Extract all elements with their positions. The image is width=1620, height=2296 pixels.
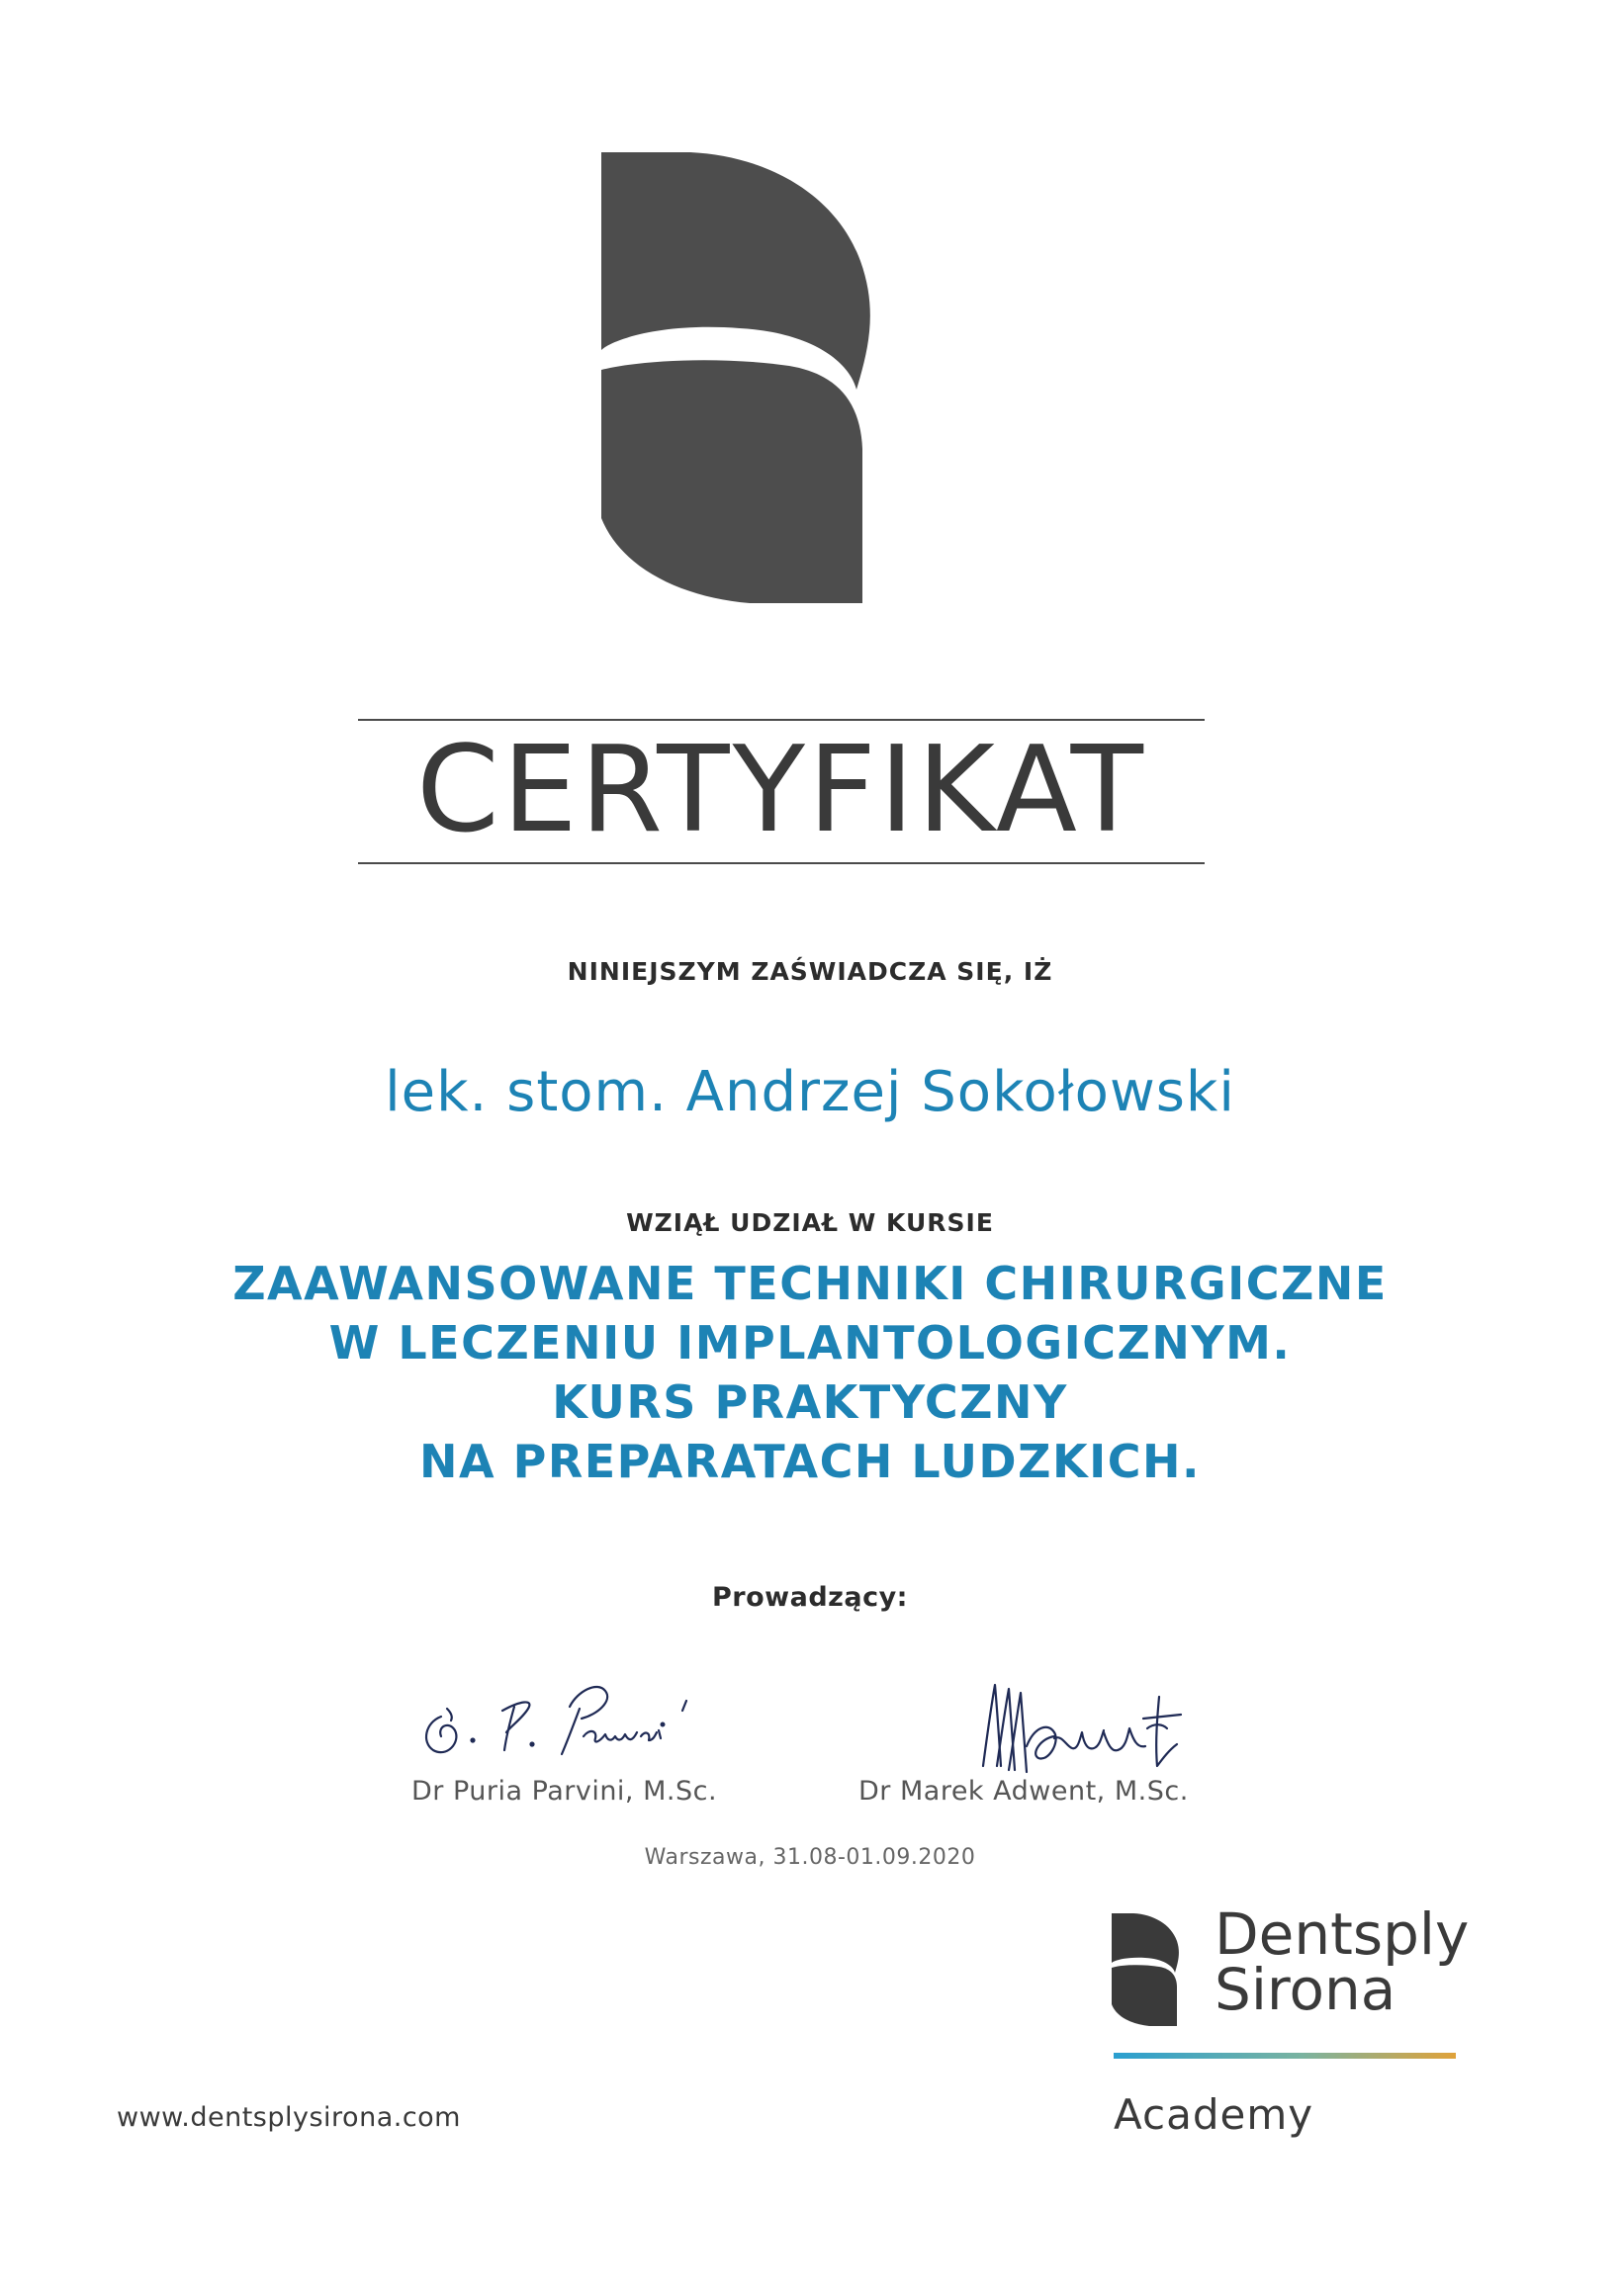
title-top-rule (358, 719, 1205, 721)
brand-name-line: Sirona (1215, 1956, 1396, 2023)
course-title (0, 1254, 1620, 1491)
title-bottom-rule (358, 862, 1205, 864)
participation-text: WZIĄŁ UDZIAŁ W KURSIE (626, 1208, 994, 1237)
course-title-line: NA PREPARATACH LUDZKICH. (419, 1435, 1201, 1488)
course-title-line: ZAAWANSOWANE TECHNIKI CHIRURGICZNE (232, 1257, 1388, 1310)
intro-text: NINIEJSZYM ZAŚWIADCZA SIĘ, IŻ (567, 957, 1053, 986)
recipient-name: lek. stom. Andrzej Sokołowski (385, 1060, 1235, 1124)
instructors-label: Prowadzący: (712, 1582, 908, 1613)
instructor-name: Dr Marek Adwent, M.Sc. (858, 1776, 1189, 1807)
brand-gradient-divider (1114, 2053, 1456, 2059)
instructor-name: Dr Puria Parvini, M.Sc. (411, 1776, 718, 1807)
academy-label: Academy (1114, 2090, 1314, 2139)
course-title-line: KURS PRAKTYCZNY (552, 1375, 1068, 1429)
signature-parvini (404, 1671, 750, 1780)
brand-name-line: Dentsply (1215, 1900, 1470, 1968)
signature-adwent (969, 1667, 1216, 1790)
website-link[interactable]: www.dentsplysirona.com (117, 2102, 461, 2133)
dentsply-sirona-s-logo-icon (1112, 1913, 1199, 2026)
brand-name (1215, 1900, 1470, 2023)
course-title-line: W LECZENIU IMPLANTOLOGICZNYM. (328, 1316, 1292, 1369)
dentsply-sirona-s-logo-icon (601, 152, 928, 603)
certificate-title: CERTYFIKAT (416, 722, 1146, 859)
place-date: Warszawa, 31.08-01.09.2020 (644, 1845, 976, 1870)
